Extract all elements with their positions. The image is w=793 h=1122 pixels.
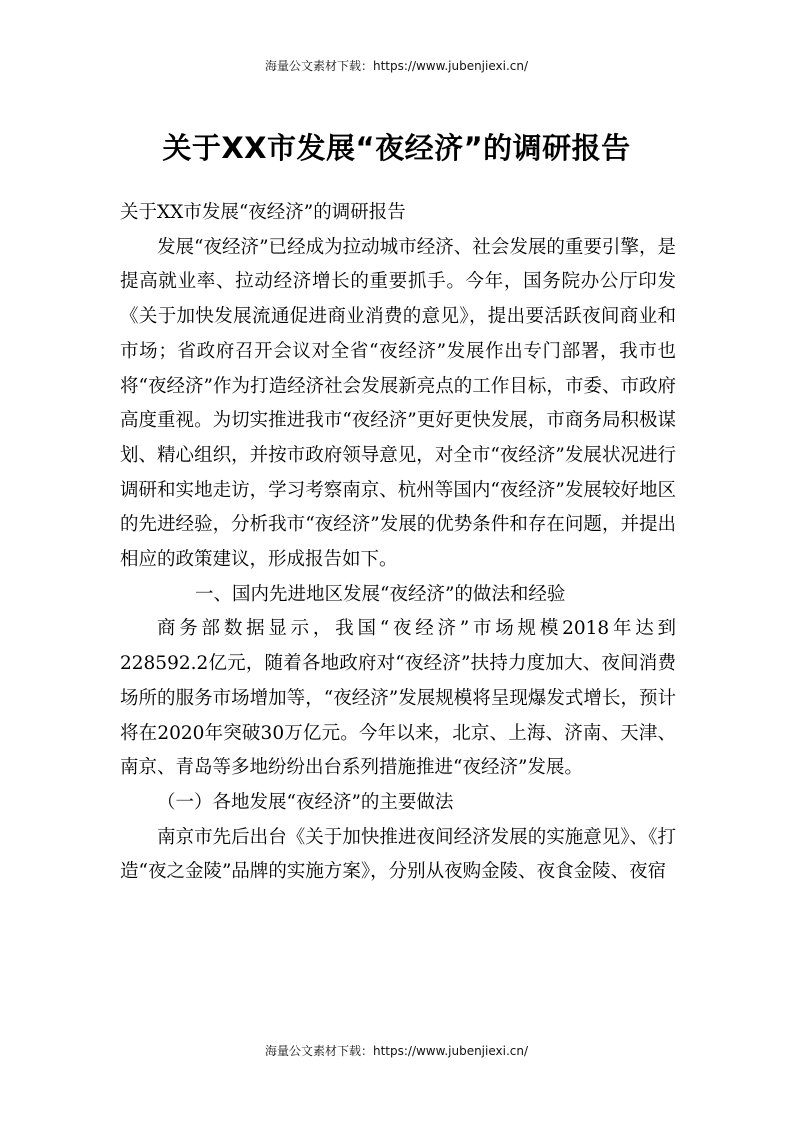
section-heading: 一、国内先进地区发展“夜经济”的做法和经验: [195, 583, 566, 605]
document-body: [120, 196, 676, 890]
page-header: 海量公文素材下载：https://www.jubenjiexi.cn/: [264, 59, 529, 73]
subtitle-paragraph: 关于XX市发展“夜经济”的调研报告: [120, 202, 406, 223]
document-title: 关于XX市发展“夜经济”的调研报告: [162, 131, 631, 165]
subsection-heading: （一）各地发展“夜经济”的主要做法: [157, 791, 454, 813]
page-footer: 海量公文素材下载：https://www.jubenjiexi.cn/: [264, 1044, 529, 1058]
body-paragraph: 南京市先后出台《关于加快推进夜间经济发展的实施意见》、《打造“夜之金陵”品牌的实施方案》，分别从夜购金陵、夜食金陵、夜宿: [120, 826, 676, 883]
intro-paragraph: 发展“夜经济”已经成为拉动城市经济、社会发展的重要引擎，是提高就业率、拉动经济增长的重要抓手。今年，国务院办公厅印发《关于加快发展流通促进商业消费的意见》，提出要活跃夜间商业和市场；省政府召开会议对全省“夜经济”发展作出专门部署，我市也将“夜经济”作为打造经济社会发展新亮点的工作目标，市委、市政府高度重视。为切实推进我市“夜经济”更好更快发展，市商务局积极谋划、精心组织，并按市政府领导意见，对全市“夜经济”发展状况进行调研和实地走访，学习考察南京、杭州等国内“夜经济”发展较好地区的先进经验，分析我市“夜经济”发展的优势条件和存在问题，并提出相应的政策建议，形成报告如下。: [120, 236, 676, 571]
body-paragraph: 商务部数据显示，我国“夜经济”市场规模2018年达到228592.2亿元，随着各地政府对“夜经济”扶持力度加大、夜间消费场所的服务市场增加等，“夜经济”发展规模将呈现爆发式增长，预计将在2020年突破30万亿元。今年以来，北京、上海、济南、天津、南京、青岛等多地纷纷出台系列措施推进“夜经济”发展。: [120, 618, 676, 779]
